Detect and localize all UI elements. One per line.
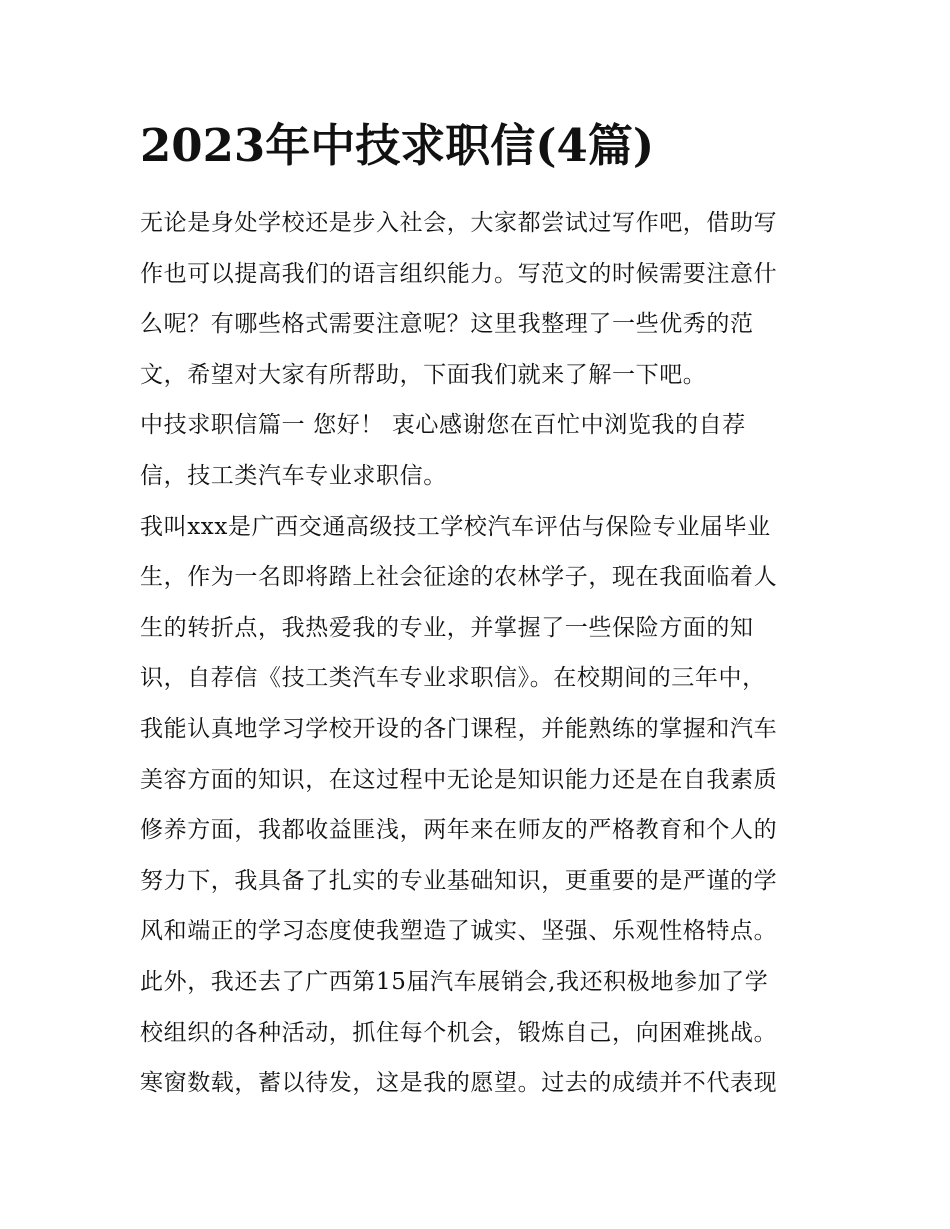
text-line: 修养方面，我都收益匪浅，两年来在师友的严格教育和个人的 bbox=[140, 817, 778, 844]
text-line: 生，作为一名即将踏上社会征途的农林学子，现在我面临着人 bbox=[140, 564, 778, 591]
text-line: 无论是身处学校还是步入社会，大家都尝试过写作吧，借助写 bbox=[140, 210, 778, 236]
text-line: 么呢？有哪些格式需要注意呢？这里我整理了一些优秀的范 bbox=[140, 311, 754, 338]
text-line: 努力下，我具备了扎实的专业基础知识，更重要的是严谨的学 bbox=[140, 867, 778, 894]
text-line: 美容方面的知识，在这过程中无论是知识能力还是在自我素质 bbox=[140, 766, 778, 793]
page-title: 2023年中技求职信(4篇) bbox=[140, 119, 655, 172]
text-line: 寒窗数载，蓄以待发，这是我的愿望。过去的成绩并不代表现 bbox=[140, 1070, 778, 1097]
text-line: 风和端正的学习态度使我塑造了诚实、坚强、乐观性格特点。 bbox=[140, 918, 778, 945]
text-line: 生的转折点，我热爱我的专业，并掌握了一些保险方面的知 bbox=[140, 614, 754, 641]
text-line: 此外，我还去了广西第15届汽车展销会,我还积极地参加了学 bbox=[140, 968, 769, 995]
text-line: 校组织的各种活动，抓住每个机会，锻炼自己，向困难挑战。 bbox=[140, 1019, 778, 1046]
text-line: 我叫xxx是广西交通高级技工学校汽车评估与保险专业届毕业 bbox=[140, 513, 771, 540]
document-body bbox=[140, 198, 820, 1109]
text-line: 中技求职信篇一 您好！ 衷心感谢您在百忙中浏览我的自荐 bbox=[140, 412, 746, 439]
text-line: 识，自荐信《技工类汽车专业求职信》。在校期间的三年中， bbox=[140, 665, 766, 692]
text-line: 文，希望对大家有所帮助，下面我们就来了解一下吧。 bbox=[140, 361, 707, 388]
text-line: 作也可以提高我们的语言组织能力。写范文的时候需要注意什 bbox=[140, 260, 778, 287]
text-line: 我能认真地学习学校开设的各门课程，并能熟练的掌握和汽车 bbox=[140, 715, 778, 742]
text-line: 信，技工类汽车专业求职信。 bbox=[140, 462, 447, 489]
